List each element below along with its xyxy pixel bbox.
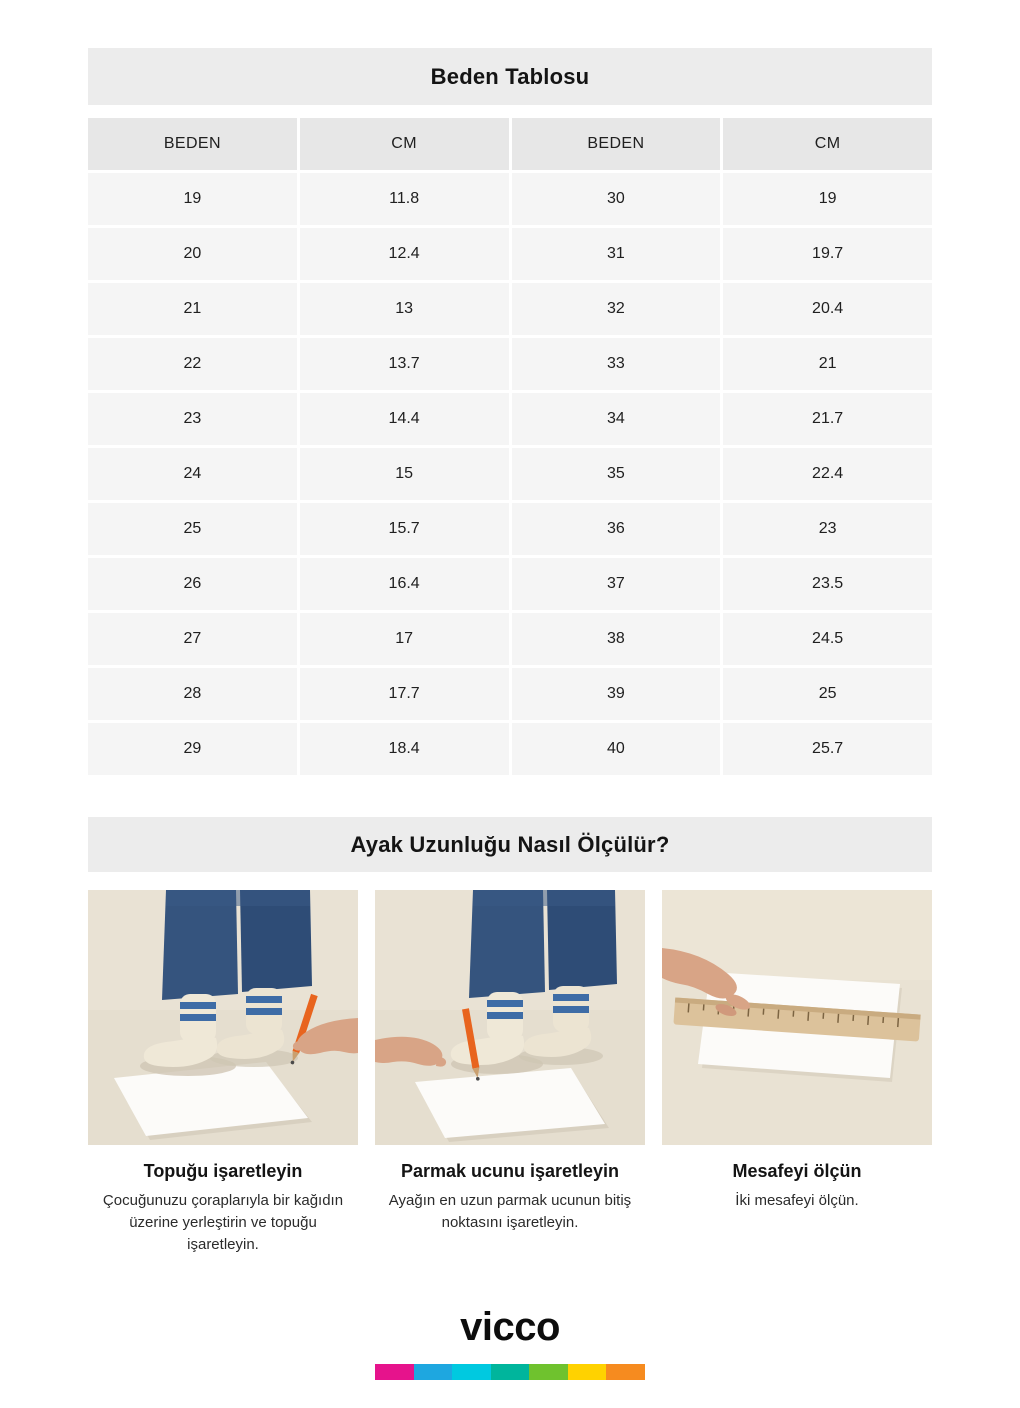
brand-color-segment [375,1364,414,1380]
ruler-measuring-illustration [662,890,932,1145]
column-header: CM [723,118,932,170]
size-cell: 13.7 [300,338,509,390]
brand-color-segment [606,1364,645,1380]
size-cell: 11.8 [300,173,509,225]
size-cell: 17.7 [300,668,509,720]
size-cell: 22.4 [723,448,932,500]
brand-color-segment [452,1364,491,1380]
measure-step-ruler [662,890,932,1255]
measure-guide-title: Ayak Uzunluğu Nasıl Ölçülür? [350,831,670,857]
size-cell: 20.4 [723,283,932,335]
size-cell: 24 [88,448,297,500]
size-cell: 25.7 [723,723,932,775]
size-chart-title-band [88,48,932,105]
size-cell: 24.5 [723,613,932,665]
size-cell: 19.7 [723,228,932,280]
step-title: Parmak ucunu işaretleyin [400,1161,620,1181]
vicco-logo: vicco [460,1305,560,1350]
size-cell: 15 [300,448,509,500]
ruler-measuring-photo [662,890,932,1145]
size-cell: 14.4 [300,393,509,445]
step-description: Çocuğunuzu çoraplarıyla bir kağıdın üzerine yerleştirin ve topuğu işaretleyin. [102,1192,344,1253]
step-description: Ayağın en uzun parmak ucunun bitiş noktasını işaretleyin. [388,1192,632,1231]
size-cell: 21.7 [723,393,932,445]
brand-color-segment [529,1364,568,1380]
size-cell: 21 [723,338,932,390]
size-cell: 33 [512,338,721,390]
brand-color-segment [414,1364,453,1380]
size-cell: 34 [512,393,721,445]
measure-step-heel [88,890,358,1255]
size-cell: 31 [512,228,721,280]
size-cell: 29 [88,723,297,775]
step-title: Mesafeyi ölçün [732,1161,862,1181]
size-cell: 25 [88,503,297,555]
size-cell: 19 [88,173,297,225]
toe-marking-illustration [375,890,645,1145]
size-cell: 30 [512,173,721,225]
toe-marking-photo [375,890,645,1145]
size-cell: 18.4 [300,723,509,775]
measure-guide-title-band [88,817,932,872]
size-cell: 36 [512,503,721,555]
size-cell: 39 [512,668,721,720]
size-cell: 23 [88,393,297,445]
size-cell: 28 [88,668,297,720]
size-cell: 26 [88,558,297,610]
size-cell: 16.4 [300,558,509,610]
heel-marking-illustration [88,890,358,1145]
size-cell: 21 [88,283,297,335]
size-cell: 19 [723,173,932,225]
size-cell: 40 [512,723,721,775]
heel-marking-photo [88,890,358,1145]
column-header: CM [300,118,509,170]
size-cell: 23.5 [723,558,932,610]
size-cell: 38 [512,613,721,665]
size-cell: 27 [88,613,297,665]
brand-footer [88,1305,932,1380]
size-cell: 32 [512,283,721,335]
brand-color-segment [491,1364,530,1380]
size-cell: 13 [300,283,509,335]
size-cell: 37 [512,558,721,610]
measure-step-toe [375,890,645,1255]
size-cell: 15.7 [300,503,509,555]
column-header: BEDEN [512,118,721,170]
size-cell: 20 [88,228,297,280]
size-chart-table [88,118,932,775]
size-guide-page [0,48,1020,1408]
size-cell: 17 [300,613,509,665]
size-cell: 22 [88,338,297,390]
brand-color-segment [568,1364,607,1380]
step-description: İki mesafeyi ölçün. [735,1192,859,1209]
size-cell: 25 [723,668,932,720]
size-chart-title: Beden Tablosu [430,63,590,89]
column-header: BEDEN [88,118,297,170]
size-cell: 12.4 [300,228,509,280]
step-title: Topuğu işaretleyin [143,1161,303,1181]
size-cell: 35 [512,448,721,500]
brand-color-bar [375,1364,645,1380]
measure-steps [88,890,932,1255]
size-cell: 23 [723,503,932,555]
